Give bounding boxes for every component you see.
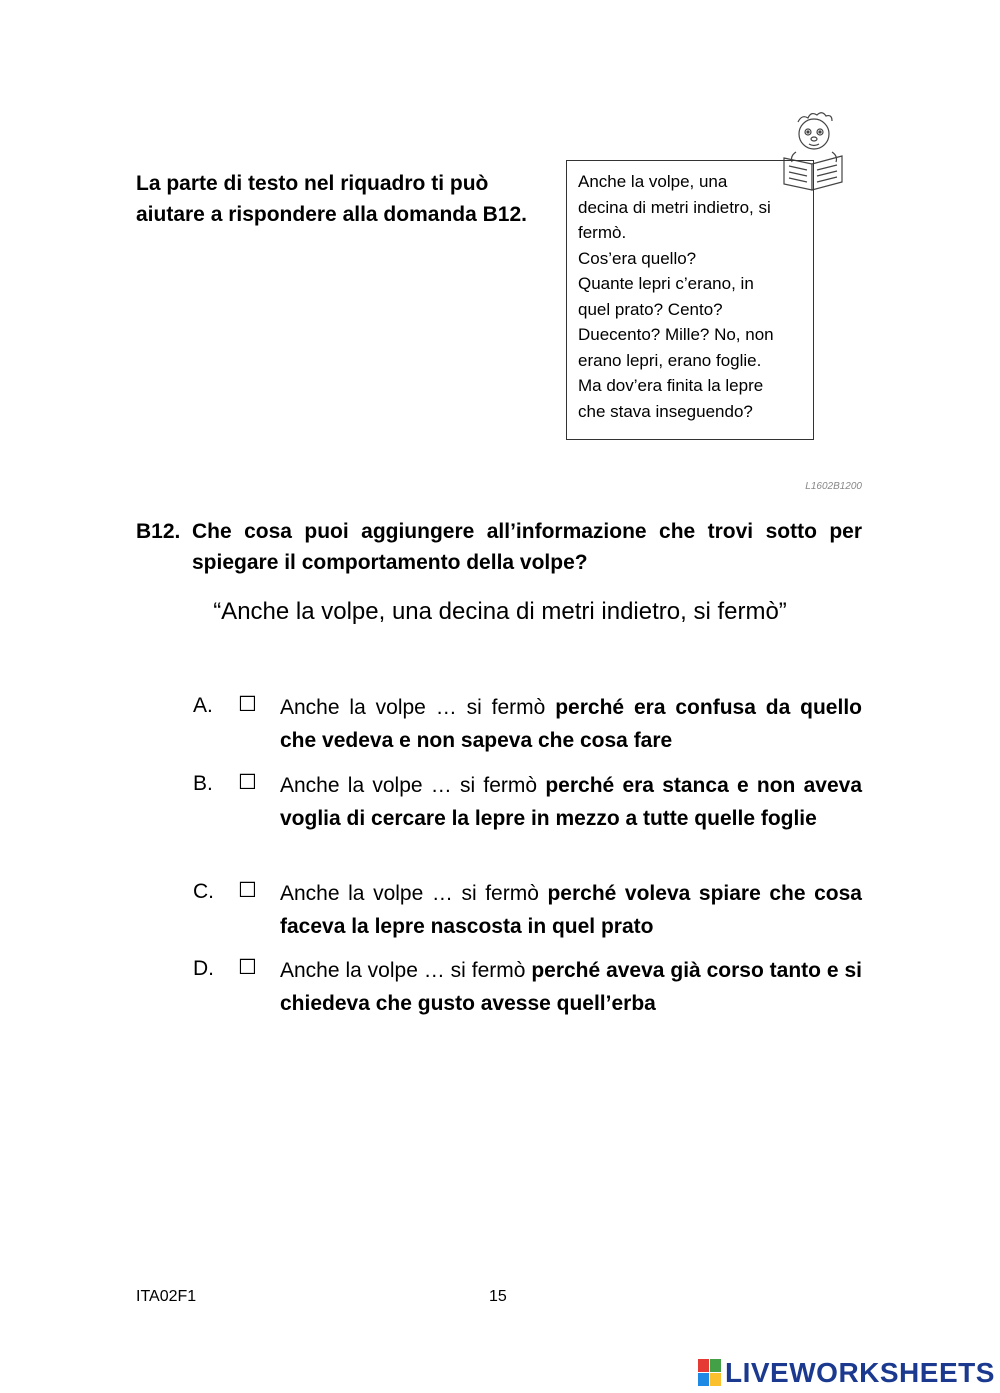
option-b-answer: perché era stanca e non aveva voglia di cercare la lepre in mezzo a tutte quelle foglie <box>280 774 862 830</box>
option-c-checkbox[interactable]: ☐ <box>238 879 257 902</box>
excerpt-line: Cos’era quello? <box>578 248 697 268</box>
option-d-checkbox[interactable]: ☐ <box>238 956 257 979</box>
intro-line-2: aiutare a rispondere alla domanda B12. <box>136 203 527 226</box>
document-code: ITA02F1 <box>136 1288 197 1305</box>
option-a-prefix: Anche la volpe … si fermò <box>280 696 556 719</box>
page-number: 15 <box>489 1288 507 1305</box>
option-c-prefix: Anche la volpe … si fermò <box>280 882 548 905</box>
option-d-answer: perché aveva già corso tanto e si chiedeva che gusto avesse quell’erba <box>280 959 862 1015</box>
item-code: L1602B1200 <box>805 481 862 492</box>
option-c-answer: perché voleva spiare che cosa faceva la lepre nascosta in quel prato <box>280 882 862 938</box>
excerpt-line: erano lepri, erano foglie. <box>578 350 762 370</box>
brand-name: LIVEWORKSHEETS <box>725 1357 995 1388</box>
option-a-answer: perché era confusa da quello che vedeva e non sapeva che cosa fare <box>280 696 862 752</box>
option-a-checkbox[interactable]: ☐ <box>238 693 257 716</box>
option-b-prefix: Anche la volpe … si fermò <box>280 774 546 797</box>
question-quote: “Anche la volpe, una decina di metri indietro, si fermò” <box>213 598 787 625</box>
option-a-text[interactable] <box>280 691 862 757</box>
excerpt-line: decina di metri indietro, si <box>578 197 771 217</box>
option-c-text[interactable] <box>280 877 862 943</box>
option-a-letter: A. <box>193 694 213 717</box>
question-number: B12. <box>136 520 181 543</box>
intro-text <box>136 168 556 230</box>
option-d-prefix: Anche la volpe … si fermò <box>280 959 532 982</box>
excerpt-line: quel prato? Cento? <box>578 299 723 319</box>
excerpt-line: Quante lepri c’erano, in <box>578 274 754 293</box>
intro-line-1: La parte di testo nel riquadro ti può <box>136 172 489 195</box>
excerpt-line: che stava inseguendo? <box>578 401 753 421</box>
excerpt-line: Anche la volpe, una <box>578 172 728 191</box>
option-b-checkbox[interactable]: ☐ <box>238 771 257 794</box>
option-d-text[interactable] <box>280 954 862 1020</box>
option-d-letter: D. <box>193 957 214 980</box>
option-b-text[interactable] <box>280 769 862 835</box>
question-text: Che cosa puoi aggiungere all’informazione che trovi sotto per spiegare il comportamento della volpe? <box>192 520 862 574</box>
excerpt-line: Duecento? Mille? No, non <box>578 325 774 344</box>
excerpt-line: fermò. <box>578 223 627 242</box>
excerpt-box <box>566 160 814 440</box>
option-c-letter: C. <box>193 880 214 903</box>
excerpt-line: Ma dov’era finita la lepre <box>578 376 764 395</box>
liveworksheets-logo-icon <box>697 1358 723 1388</box>
option-b-letter: B. <box>193 772 213 795</box>
